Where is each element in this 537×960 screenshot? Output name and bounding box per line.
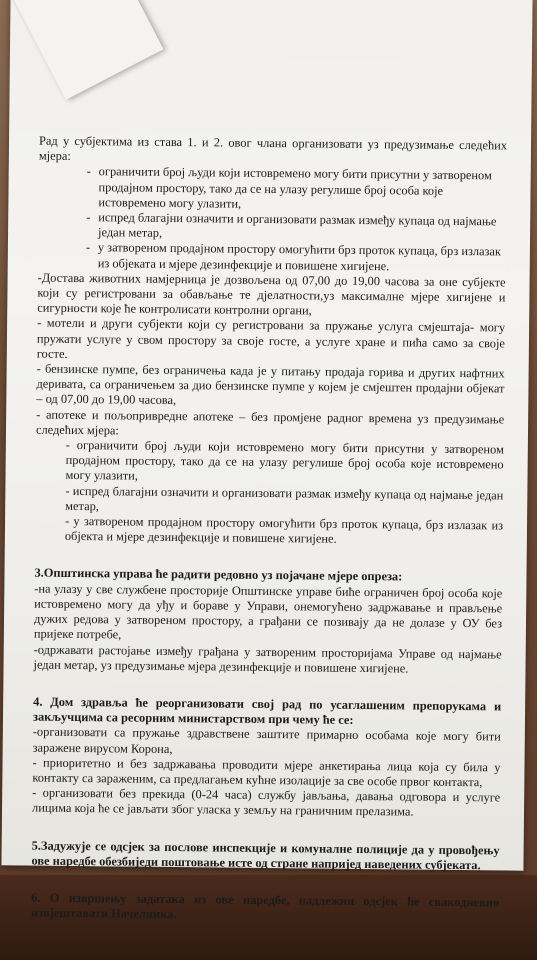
- section-4-line: - приоритетно и без задржавања проводити мјере анкетирања лица која су била у контакту са зараженим, са предлагањем кућне изолације за све особе првог контакта,: [32, 755, 501, 790]
- sub-measure-item: - испред благајни означити и организовати размак између купаца од најмање један метар,: [65, 483, 504, 514]
- section-3-line: -одржавати растојање између грађана у затвореним просторијама Управе од најмање један метар, уз предузимање мјера дезинфекције и повишене хигијене.: [33, 642, 502, 676]
- document-content: [31, 134, 507, 926]
- motels-paragraph: - мотели и други субјекти који су регистровани за пружање услуга смјештаја- могу пружати услуге у свом простору за своје госте, а услуге хране и пића само за своје госте.: [36, 316, 506, 361]
- measures-list: [38, 164, 507, 275]
- measure-item: - у затвореном продајном простору омогућити брз проток купаца, брз излазак из објеката и мјере дезинфекције и повишене хигијене.: [85, 240, 502, 273]
- sub-measure-item: - у затвореном продајном простору омогућити брз проток купаца, брз излазак из објекта и мјере дезинфекције и повишене хигијене.: [64, 513, 504, 547]
- section-5: 5.Задужује се одсјек за послове инспекције и комуналне полиције да у провођењу ове наредбе обезбиједи поштовање исте од стране напријед наведених субјеката.: [31, 838, 500, 872]
- section-4-line: -организовати са пружање здравствене заштите примарно особама које могу бити заражене вирусом Корона,: [32, 724, 501, 756]
- pharmacies-paragraph: - апотеке и пољопривредне апотеке – без промјене радног времена уз предузимање следећих мјера:: [35, 407, 505, 438]
- measure-item: - ограничити број људи који истовремено могу бити присутни у затвореном продајном простору, тако да се на улазу регулише број особа које истовремено могу улазити,: [86, 164, 492, 211]
- measure-item: - испред благајни означити и организовати размак између купаца од најмање један метар,: [86, 210, 497, 241]
- section-4-line: - организовати без прекида (0-24 часа) службу јављања, давања одговора и услуге лицима која ће се јављати због уласка у земљу на граничним прелазима.: [31, 785, 501, 819]
- intro-paragraph: Рад у субјектима из става 1. и 2. овог члана организовати уз предузимање следећих мјера:: [38, 133, 508, 164]
- sub-measure-item: - ограничити број људи који истовремено могу бити присутни у затвореном продајном простору, тако да се на улазу регулише број особа које истовремено могу улазити,: [65, 437, 504, 484]
- gas-stations-paragraph: - бензинске пумпе, без ограничења када је у питању продаја горива и других нафтних деривата, са ограничењем за дио бензинске пумпе у којем је смјештен продајни објекат – од 07,00 до 19,00 часова,: [36, 361, 505, 408]
- folded-corner: [11, 0, 164, 100]
- section-6: 6. О извршењу задатака из ове наредбе, надлежни одсјек ће свакодневно извјештавати Начелника.: [30, 890, 500, 922]
- section-4-title: 4. Дом здравља ће реорганизовати свој рад по усаглашеним препорукама и закључцима са ресорним министарством при чему ће се:: [32, 694, 502, 728]
- document-page: [1, 0, 532, 922]
- section-3-title: 3.Општинска управа ће радити редовно уз појачане мјере опреза:: [34, 566, 403, 584]
- section-3-line: -на улазу у све службене просторије Општинске управе биће ограничен број особа које истовремено могу да уђу и бораве у Управи, онемогућено задржавање и прављење дужих редова у затвореном простору, а грађани се позивају да не долазе у ОУ без пријеке потребе,: [33, 581, 503, 642]
- delivery-paragraph: -Достава животних намјерница је дозвољена од 07,00 до 19,00 часова за оне субјекте који су регистровани за обављање те дјелатности,уз максималне мјере хигијене и сигурности које ће контролисати контролни органи,: [37, 270, 506, 318]
